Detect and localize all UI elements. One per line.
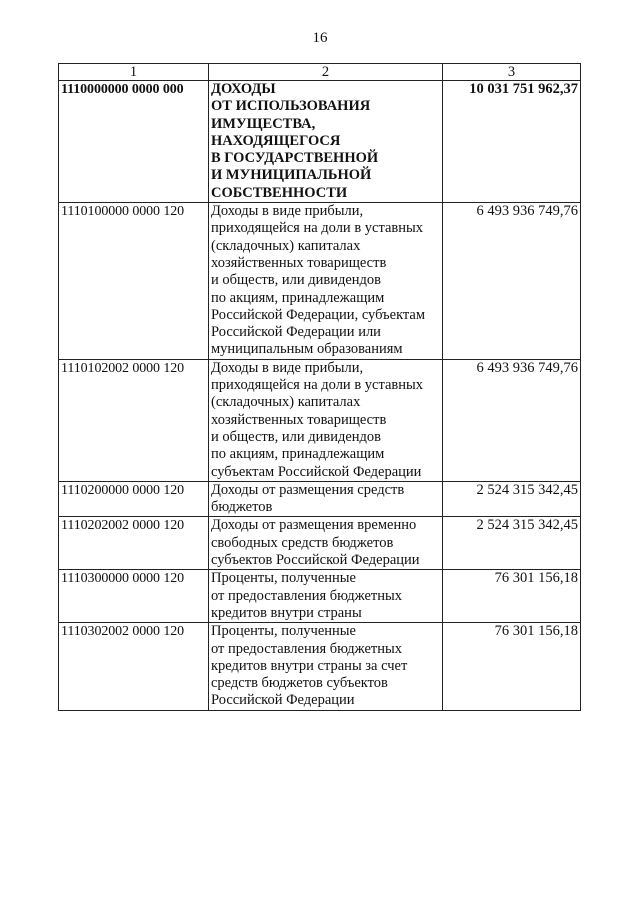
amount-cell: 6 493 936 749,76	[443, 203, 581, 360]
description-line: Проценты, полученные	[211, 570, 356, 587]
column-header-3: 3	[443, 64, 581, 81]
description-line: приходящейся на доли в уставных	[211, 220, 424, 237]
description-line: кредитов внутри страны за счет	[211, 657, 408, 674]
column-header-2: 2	[209, 64, 443, 81]
amount-cell: 2 524 315 342,45	[443, 481, 581, 517]
budget-code-cell: 1110302002 0000 120	[59, 623, 209, 710]
description-line: НАХОДЯЩЕГОСЯ	[211, 132, 341, 149]
column-header-1: 1	[59, 64, 209, 81]
description-cell	[209, 570, 443, 623]
description-line: Российской Федерации или	[211, 324, 381, 341]
description-line: и обществ, или дивидендов	[211, 428, 382, 445]
amount-cell: 76 301 156,18	[443, 570, 581, 623]
description-line: ИМУЩЕСТВА,	[211, 115, 316, 132]
description-line: от предоставления бюджетных	[211, 640, 402, 657]
description-line: бюджетов	[211, 499, 273, 516]
amount-cell: 6 493 936 749,76	[443, 359, 581, 481]
description-line: ОТ ИСПОЛЬЗОВАНИЯ	[211, 98, 371, 115]
description-line: Российской Федерации	[211, 692, 355, 709]
description-line: (складочных) капиталах	[211, 394, 361, 411]
table-row	[59, 81, 581, 203]
description-line: ДОХОДЫ	[211, 81, 276, 97]
table-row	[59, 517, 581, 570]
table-row	[59, 623, 581, 710]
description-cell	[209, 517, 443, 570]
budget-code-cell: 1110000000 0000 000	[59, 81, 209, 203]
table-row	[59, 481, 581, 517]
page-number: 16	[312, 30, 328, 46]
table-row	[59, 203, 581, 360]
table-body	[59, 81, 581, 711]
description-line: (складочных) капиталах	[211, 237, 361, 254]
budget-code-cell: 1110100000 0000 120	[59, 203, 209, 360]
description-cell	[209, 481, 443, 517]
description-line: субъектам Российской Федерации	[211, 463, 422, 480]
description-cell	[209, 203, 443, 360]
table-row	[59, 570, 581, 623]
amount-cell: 2 524 315 342,45	[443, 517, 581, 570]
revenue-table	[58, 63, 581, 711]
description-line: по акциям, принадлежащим	[211, 446, 385, 463]
budget-code-cell: 1110202002 0000 120	[59, 517, 209, 570]
description-line: субъектов Российской Федерации	[211, 552, 420, 569]
amount-cell: 10 031 751 962,37	[443, 81, 581, 203]
description-line: приходящейся на доли в уставных	[211, 377, 424, 394]
description-cell	[209, 81, 443, 203]
description-line: хозяйственных товариществ	[211, 254, 387, 271]
description-line: муниципальным образованиям	[211, 341, 403, 358]
description-line: по акциям, принадлежащим	[211, 289, 385, 306]
table-row	[59, 359, 581, 481]
description-line: кредитов внутри страны	[211, 604, 362, 621]
description-line: Российской Федерации, субъектам	[211, 306, 426, 323]
description-line: Доходы от размещения временно	[211, 517, 417, 534]
description-line: Доходы от размещения средств	[211, 481, 405, 498]
description-line: В ГОСУДАРСТВЕННОЙ	[211, 150, 379, 167]
description-line: Проценты, полученные	[211, 623, 356, 640]
description-line: Доходы в виде прибыли,	[211, 359, 364, 376]
description-cell	[209, 359, 443, 481]
description-line: хозяйственных товариществ	[211, 411, 387, 428]
description-line: средств бюджетов субъектов	[211, 675, 388, 692]
table-header-row	[59, 64, 581, 81]
description-line: Доходы в виде прибыли,	[211, 203, 364, 220]
description-cell	[209, 623, 443, 710]
description-line: И МУНИЦИПАЛЬНОЙ	[211, 167, 372, 184]
budget-code-cell: 1110102002 0000 120	[59, 359, 209, 481]
amount-cell: 76 301 156,18	[443, 623, 581, 710]
description-line: от предоставления бюджетных	[211, 587, 402, 604]
description-line: СОБСТВЕННОСТИ	[211, 184, 348, 201]
description-line: и обществ, или дивидендов	[211, 272, 382, 289]
description-line: свободных средств бюджетов	[211, 534, 394, 551]
budget-code-cell: 1110300000 0000 120	[59, 570, 209, 623]
budget-code-cell: 1110200000 0000 120	[59, 481, 209, 517]
